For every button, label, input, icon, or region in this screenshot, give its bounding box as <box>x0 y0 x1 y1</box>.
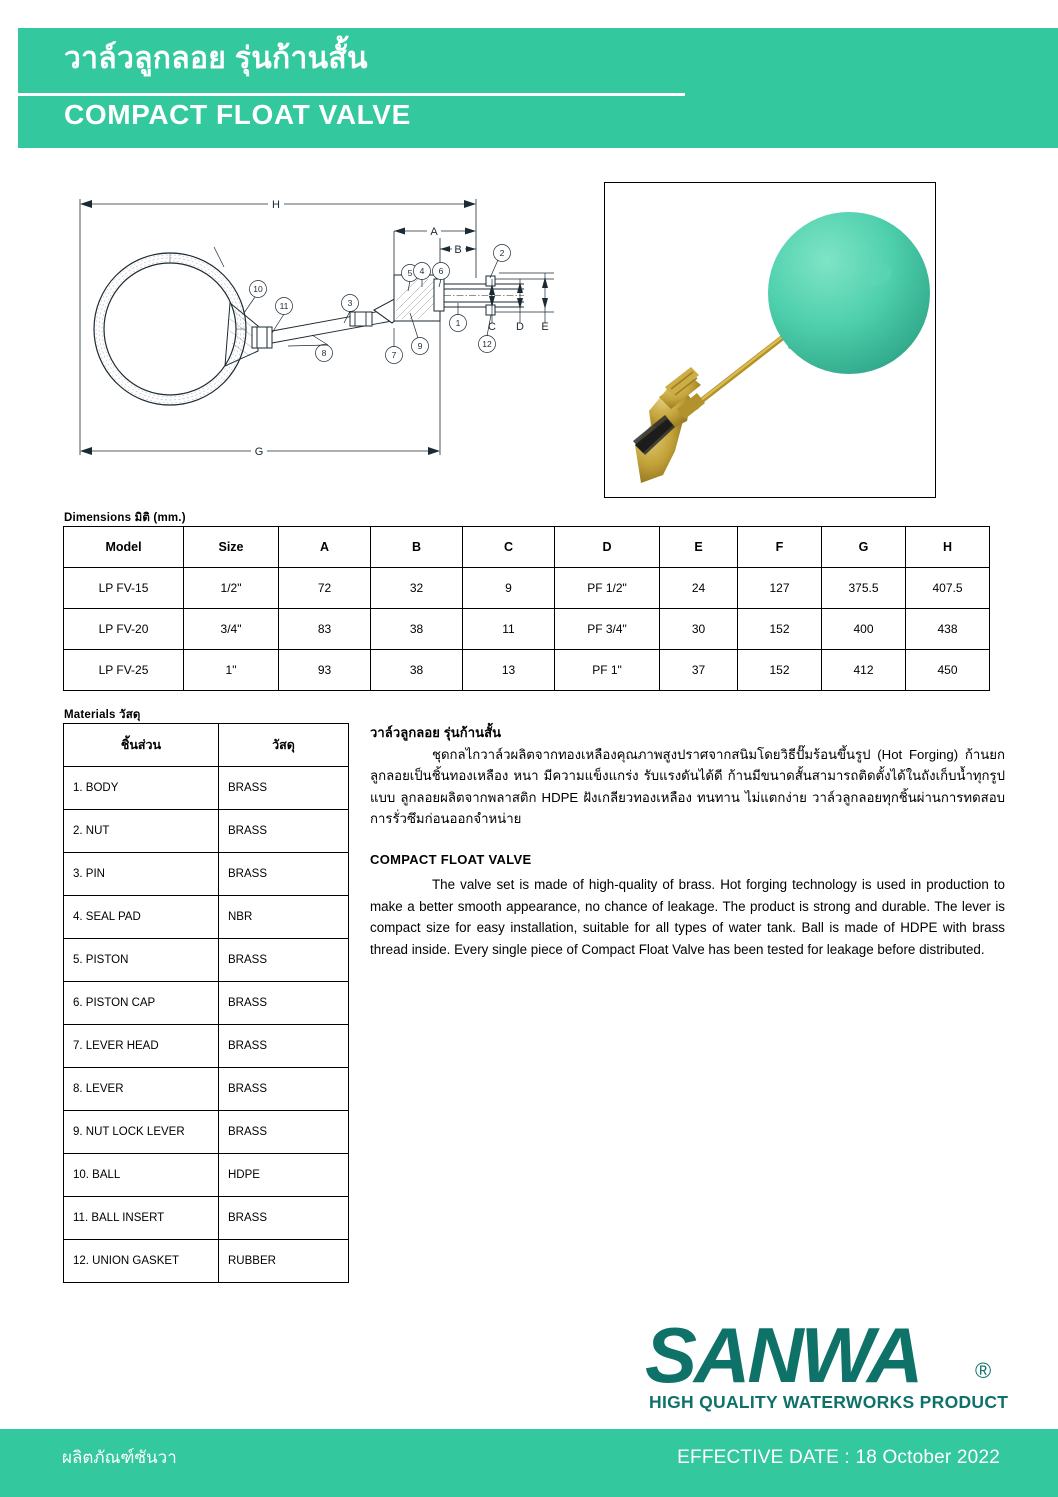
cell-part: 7. LEVER HEAD <box>64 1025 219 1068</box>
svg-text:A: A <box>430 226 438 238</box>
table-row <box>64 1025 349 1068</box>
cell-a: 83 <box>279 609 371 650</box>
cell-material: BRASS <box>219 853 349 896</box>
svg-text:4: 4 <box>419 266 425 276</box>
svg-text:3: 3 <box>347 298 353 308</box>
technical-drawing <box>62 183 562 468</box>
svg-text:E: E <box>541 321 549 333</box>
table-row <box>64 982 349 1025</box>
materials-header-row <box>64 724 349 767</box>
svg-text:H: H <box>272 199 280 211</box>
table-row <box>64 1197 349 1240</box>
table-row <box>64 810 349 853</box>
description-body-thai: ชุดกลไกวาล์วผลิตจากทองเหลืองคุณภาพสูงปราศจากสนิมโดยวิธีปั๊มร้อนขึ้นรูป (Hot Forging) ก้านยกลูกลอยเป็นชิ้นทองเหลือง หนา มีความแข็งแกร่ง รับแรงดันได้ดี ก้านมีขนาดสั้นสามารถติดตั้งได้ในถังเก็บน้ำทุกรูปแบบ ลูกลอยผลิตจากพลาสติก HDPE ฝังเกลียวทองเหลือง ทนทาน ไม่แตกง่าย วาล์วลูกลอยทุกชิ้นผ่านการทดสอบการรั่วซึมก่อนออกจำหน่าย <box>370 747 1005 827</box>
cell-model: LP FV-15 <box>64 568 184 609</box>
cell-b: 38 <box>371 609 463 650</box>
column-header-part: ชิ้นส่วน <box>64 724 219 767</box>
table-row <box>64 650 990 691</box>
dimensions-header-row <box>64 527 990 568</box>
column-header: B <box>371 527 463 568</box>
svg-text:B: B <box>454 244 462 256</box>
cell-part: 2. NUT <box>64 810 219 853</box>
cell-material: HDPE <box>219 1154 349 1197</box>
cell-g: 375.5 <box>822 568 906 609</box>
cell-f: 127 <box>738 568 822 609</box>
column-header: H <box>906 527 990 568</box>
description-heading-english: COMPACT FLOAT VALVE <box>370 852 532 867</box>
svg-text:6: 6 <box>438 266 444 276</box>
logo-tagline: HIGH QUALITY WATERWORKS PRODUCT <box>649 1392 1009 1412</box>
cell-c: 11 <box>463 609 555 650</box>
table-row <box>64 1240 349 1283</box>
column-header: D <box>555 527 660 568</box>
cell-part: 1. BODY <box>64 767 219 810</box>
cell-c: 9 <box>463 568 555 609</box>
table-row <box>64 1068 349 1111</box>
footer-effective-date: EFFECTIVE DATE : 18 October 2022 <box>677 1447 1000 1468</box>
svg-text:11: 11 <box>279 301 289 311</box>
cell-e: 30 <box>660 609 738 650</box>
table-row <box>64 767 349 810</box>
cell-model: LP FV-25 <box>64 650 184 691</box>
cell-size: 1" <box>184 650 279 691</box>
cell-a: 93 <box>279 650 371 691</box>
product-photo <box>604 182 936 498</box>
column-header-material: วัสดุ <box>219 724 349 767</box>
svg-text:5: 5 <box>407 268 413 278</box>
header-divider <box>18 93 685 96</box>
dimensions-table <box>63 526 990 691</box>
description-body-english: The valve set is made of high-quality of brass. Hot forging technology is used in production to make a better smooth appearance, no chance of leakage. The product is strong and durable. The lever is compact size for easy installation, suitable for all types of water tank. Ball is made of HDPE with brass thread inside. Every single piece of Compact Float Valve has been tested for leakage before distributed. <box>370 877 1005 958</box>
table-row <box>64 939 349 982</box>
table-row <box>64 853 349 896</box>
cell-b: 38 <box>371 650 463 691</box>
logo-registered-mark: ® <box>975 1358 992 1383</box>
cell-h: 450 <box>906 650 990 691</box>
table-row <box>64 896 349 939</box>
cell-material: BRASS <box>219 767 349 810</box>
materials-caption: Materials วัสดุ <box>64 709 141 721</box>
cell-d: PF 1/2" <box>555 568 660 609</box>
cell-part: 3. PIN <box>64 853 219 896</box>
cell-material: BRASS <box>219 982 349 1025</box>
materials-table <box>63 723 349 1283</box>
column-header: A <box>279 527 371 568</box>
cell-b: 32 <box>371 568 463 609</box>
cell-model: LP FV-20 <box>64 609 184 650</box>
cell-size: 3/4" <box>184 609 279 650</box>
svg-text:1: 1 <box>455 318 461 328</box>
cell-g: 400 <box>822 609 906 650</box>
cell-part: 8. LEVER <box>64 1068 219 1111</box>
cell-part: 9. NUT LOCK LEVER <box>64 1111 219 1154</box>
page-title-thai: วาล์วลูกลอย รุ่นก้านสั้น <box>64 42 368 75</box>
cell-size: 1/2" <box>184 568 279 609</box>
svg-text:D: D <box>516 321 524 333</box>
cell-g: 412 <box>822 650 906 691</box>
table-row <box>64 1154 349 1197</box>
cell-h: 438 <box>906 609 990 650</box>
logo-wordmark: SANWA <box>645 1312 921 1399</box>
cell-h: 407.5 <box>906 568 990 609</box>
svg-text:9: 9 <box>417 341 423 351</box>
cell-f: 152 <box>738 650 822 691</box>
cell-part: 12. UNION GASKET <box>64 1240 219 1283</box>
cell-material: NBR <box>219 896 349 939</box>
cell-e: 37 <box>660 650 738 691</box>
cell-part: 10. BALL <box>64 1154 219 1197</box>
table-row <box>64 568 990 609</box>
cell-part: 6. PISTON CAP <box>64 982 219 1025</box>
cell-a: 72 <box>279 568 371 609</box>
table-row <box>64 1111 349 1154</box>
svg-text:10: 10 <box>253 284 263 294</box>
sanwa-logo <box>645 1312 1015 1420</box>
column-header: Model <box>64 527 184 568</box>
cell-material: BRASS <box>219 1025 349 1068</box>
cell-part: 11. BALL INSERT <box>64 1197 219 1240</box>
cell-part: 4. SEAL PAD <box>64 896 219 939</box>
svg-text:7: 7 <box>391 350 397 360</box>
cell-material: BRASS <box>219 1197 349 1240</box>
svg-text:12: 12 <box>482 339 492 349</box>
column-header: G <box>822 527 906 568</box>
cell-material: RUBBER <box>219 1240 349 1283</box>
table-row <box>64 609 990 650</box>
cell-c: 13 <box>463 650 555 691</box>
dimensions-caption: Dimensions มิติ (mm.) <box>64 512 186 524</box>
svg-text:C: C <box>488 321 496 333</box>
cell-d: PF 1" <box>555 650 660 691</box>
column-header: F <box>738 527 822 568</box>
svg-text:8: 8 <box>321 348 327 358</box>
cell-d: PF 3/4" <box>555 609 660 650</box>
column-header: C <box>463 527 555 568</box>
cell-e: 24 <box>660 568 738 609</box>
description-heading-thai: วาล์วลูกลอย รุ่นก้านสั้น <box>370 725 502 740</box>
cell-material: BRASS <box>219 1111 349 1154</box>
column-header: Size <box>184 527 279 568</box>
cell-material: BRASS <box>219 810 349 853</box>
cell-material: BRASS <box>219 1068 349 1111</box>
page-title-english: COMPACT FLOAT VALVE <box>64 99 411 130</box>
svg-text:G: G <box>254 446 264 458</box>
svg-text:2: 2 <box>499 248 505 258</box>
footer-thai-text: ผลิตภัณฑ์ซันวา <box>62 1448 177 1467</box>
column-header: E <box>660 527 738 568</box>
cell-material: BRASS <box>219 939 349 982</box>
cell-f: 152 <box>738 609 822 650</box>
cell-part: 5. PISTON <box>64 939 219 982</box>
